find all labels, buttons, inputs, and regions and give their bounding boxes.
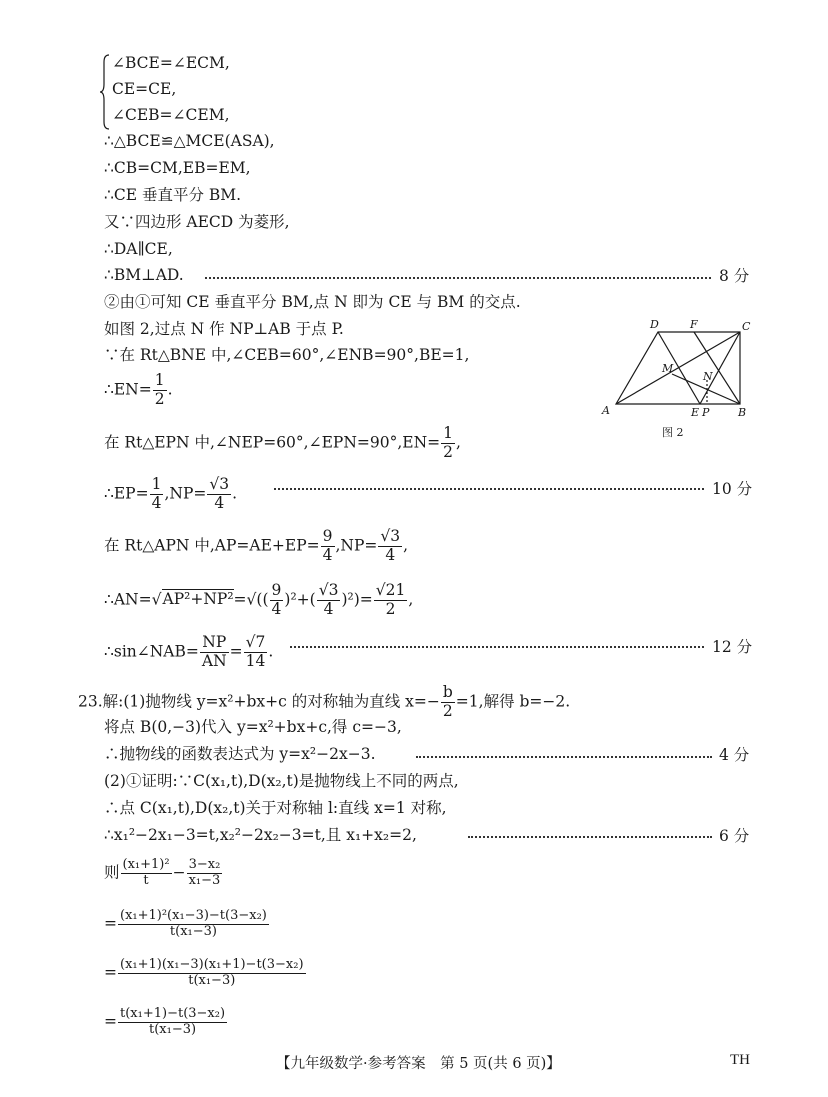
score-10: 10 分 xyxy=(712,480,753,498)
score-8: 8 分 xyxy=(719,267,750,285)
label-f: F xyxy=(690,318,698,331)
parallel-line: ∴DA∥CE, xyxy=(104,240,173,258)
label-a: A xyxy=(602,404,610,417)
ce-bisector-line: ∴CE 垂直平分 BM. xyxy=(104,186,242,204)
segment-ec xyxy=(700,332,740,404)
rt-epn-text: 在 Rt△EPN 中,∠NEP=60°,∠EPN=90°,EN= xyxy=(104,433,441,452)
score-12: 12 分 xyxy=(712,638,753,656)
figure2-ref-line: 如图 2,过点 N 作 NP⊥AB 于点 P. xyxy=(104,320,344,338)
rhombus-line: 又∵四边形 AECD 为菱形, xyxy=(104,213,290,231)
q23-expr-1: 则 $\frac{\text{(x₁+1)²}}{t}$ − $\frac{\text{3−x₂}}{\text{x₁−3}}$ xyxy=(104,857,221,888)
cb-cm-line: ∴CB=CM,EB=EM, xyxy=(104,159,251,177)
dot-leader xyxy=(205,277,711,281)
rt-bne-line: ∵在 Rt△BNE 中,∠CEB=60°,∠ENB=90°,BE=1, xyxy=(104,346,470,364)
en-half-fraction: $\frac{1}{2}$ xyxy=(443,424,454,461)
q23-expr-2: = $\frac{\text{(x₁+1)²(x₁−3)−t(3−x₂)}}{\text{t(x₁−3)}}$ xyxy=(104,908,267,939)
an-line: ∴AN=√AP²+NP²=√(( $\frac{9}{4}$ )²+( $\frac{√3}{4}$ )²)= $\frac{√21}{2}$ , xyxy=(104,581,414,618)
dot-leader xyxy=(274,488,704,492)
dot-leader xyxy=(416,756,712,760)
system-line-1: ∠BCE=∠ECM, xyxy=(112,54,230,72)
bm-perp-line: ∴BM⊥AD. xyxy=(104,266,184,284)
figure-2 xyxy=(596,312,756,442)
system-line-2: CE=CE, xyxy=(112,80,177,98)
axis-fraction: $\frac{b}{2}$ xyxy=(442,683,453,720)
q23-line-3: ∴抛物线的函数表达式为 y=x²−2x−3. xyxy=(104,745,376,763)
left-brace xyxy=(100,54,110,130)
en-fraction: $\frac{1}{2}$ xyxy=(154,371,165,408)
rt-epn-line: 在 Rt△EPN 中,∠NEP=60°,∠EPN=90°,EN= $\frac{1}{2}$ , xyxy=(104,424,461,461)
page-footer: 【九年级数学·参考答案 第 5 页(共 6 页)】 xyxy=(276,1056,561,1072)
expr-fraction-5: $\frac{\text{t(x₁+1)−t(3−x₂)}}{\text{t(x₁−3)}}$ xyxy=(120,1006,226,1037)
apn-np-fraction: $\frac{√3}{4}$ xyxy=(380,527,401,564)
label-m: M xyxy=(662,362,674,375)
expr-fraction-1: $\frac{\text{(x₁+1)²}}{t}$ xyxy=(122,857,170,888)
sin-fraction-1: $\frac{NP}{AN}$ xyxy=(201,633,227,670)
np-fraction: $\frac{√3}{4}$ xyxy=(209,475,230,512)
dot-leader xyxy=(290,646,704,650)
an-result-fraction: $\frac{√21}{2}$ xyxy=(375,581,406,618)
q23-expr-4: = $\frac{\text{t(x₁+1)−t(3−x₂)}}{\text{t(x₁−3)}}$ xyxy=(104,1006,226,1037)
footer-code: TH xyxy=(730,1052,750,1068)
label-p: P xyxy=(702,406,710,419)
sin-line: ∴sin∠NAB= $\frac{NP}{AN}$ = $\frac{√7}{14}$ . xyxy=(104,633,274,670)
label-d: D xyxy=(650,318,659,331)
q23-line-4: (2)①证明:∵C(x₁,t),D(x₂,t)是抛物线上不同的两点, xyxy=(104,772,459,790)
en-label: ∴EN= xyxy=(104,380,152,399)
q23-line-2: 将点 B(0,−3)代入 y=x²+bx+c,得 c=−3, xyxy=(104,718,402,736)
q23-expr-3: = $\frac{\text{(x₁+1)(x₁−3)(x₁+1)−t(3−x₂)}}{\text{t(x₁−3)}}$ xyxy=(104,957,304,988)
congruence-line: ∴△BCE≌△MCE(ASA), xyxy=(104,132,275,150)
expr-fraction-2: $\frac{\text{3−x₂}}{\text{x₁−3}}$ xyxy=(188,857,221,888)
part2-line: ②由①可知 CE 垂直平分 BM,点 N 即为 CE 与 BM 的交点. xyxy=(104,293,521,311)
expr-fraction-4: $\frac{\text{(x₁+1)(x₁−3)(x₁+1)−t(3−x₂)}}{\text{t(x₁−3)}}$ xyxy=(120,957,304,988)
ep-np-line: ∴EP= $\frac{1}{4}$ ,NP= $\frac{√3}{4}$ . xyxy=(104,475,238,512)
system-line-3: ∠CEB=∠CEM, xyxy=(112,106,230,124)
label-e: E xyxy=(691,406,700,419)
en-line: ∴EN= $\frac{1}{2}$ . xyxy=(104,371,173,408)
q23-line-1: 23.解:(1)抛物线 y=x²+bx+c 的对称轴为直线 x=− $\frac{b}{2}$ =1,解得 b=−2. xyxy=(78,683,571,720)
ep-fraction: $\frac{1}{4}$ xyxy=(151,475,162,512)
figure-caption: 图 2 xyxy=(662,426,684,439)
sin-fraction-2: $\frac{√7}{14}$ xyxy=(245,633,266,670)
diagonal-ac xyxy=(616,332,740,404)
score-6: 6 分 xyxy=(719,827,750,845)
question-number: 23. xyxy=(78,692,103,711)
label-n: N xyxy=(703,370,713,383)
q23-line-6: ∴x₁²−2x₁−3=t,x₂²−2x₂−3=t,且 x₁+x₂=2, xyxy=(104,826,417,844)
label-b: B xyxy=(738,406,747,419)
ap-fraction: $\frac{9}{4}$ xyxy=(322,527,333,564)
expr-fraction-3: $\frac{\text{(x₁+1)²(x₁−3)−t(3−x₂)}}{\text{t(x₁−3)}}$ xyxy=(120,908,267,939)
q23-line-5: ∴点 C(x₁,t),D(x₂,t)关于对称轴 l:直线 x=1 对称, xyxy=(104,799,447,817)
an-radicand: AP²+NP² xyxy=(162,590,234,609)
label-c: C xyxy=(742,320,751,333)
score-4: 4 分 xyxy=(719,746,750,764)
dot-leader xyxy=(468,836,712,840)
rt-apn-line: 在 Rt△APN 中,AP=AE+EP= $\frac{9}{4}$ ,NP= $\frac{√3}{4}$ , xyxy=(104,527,409,564)
